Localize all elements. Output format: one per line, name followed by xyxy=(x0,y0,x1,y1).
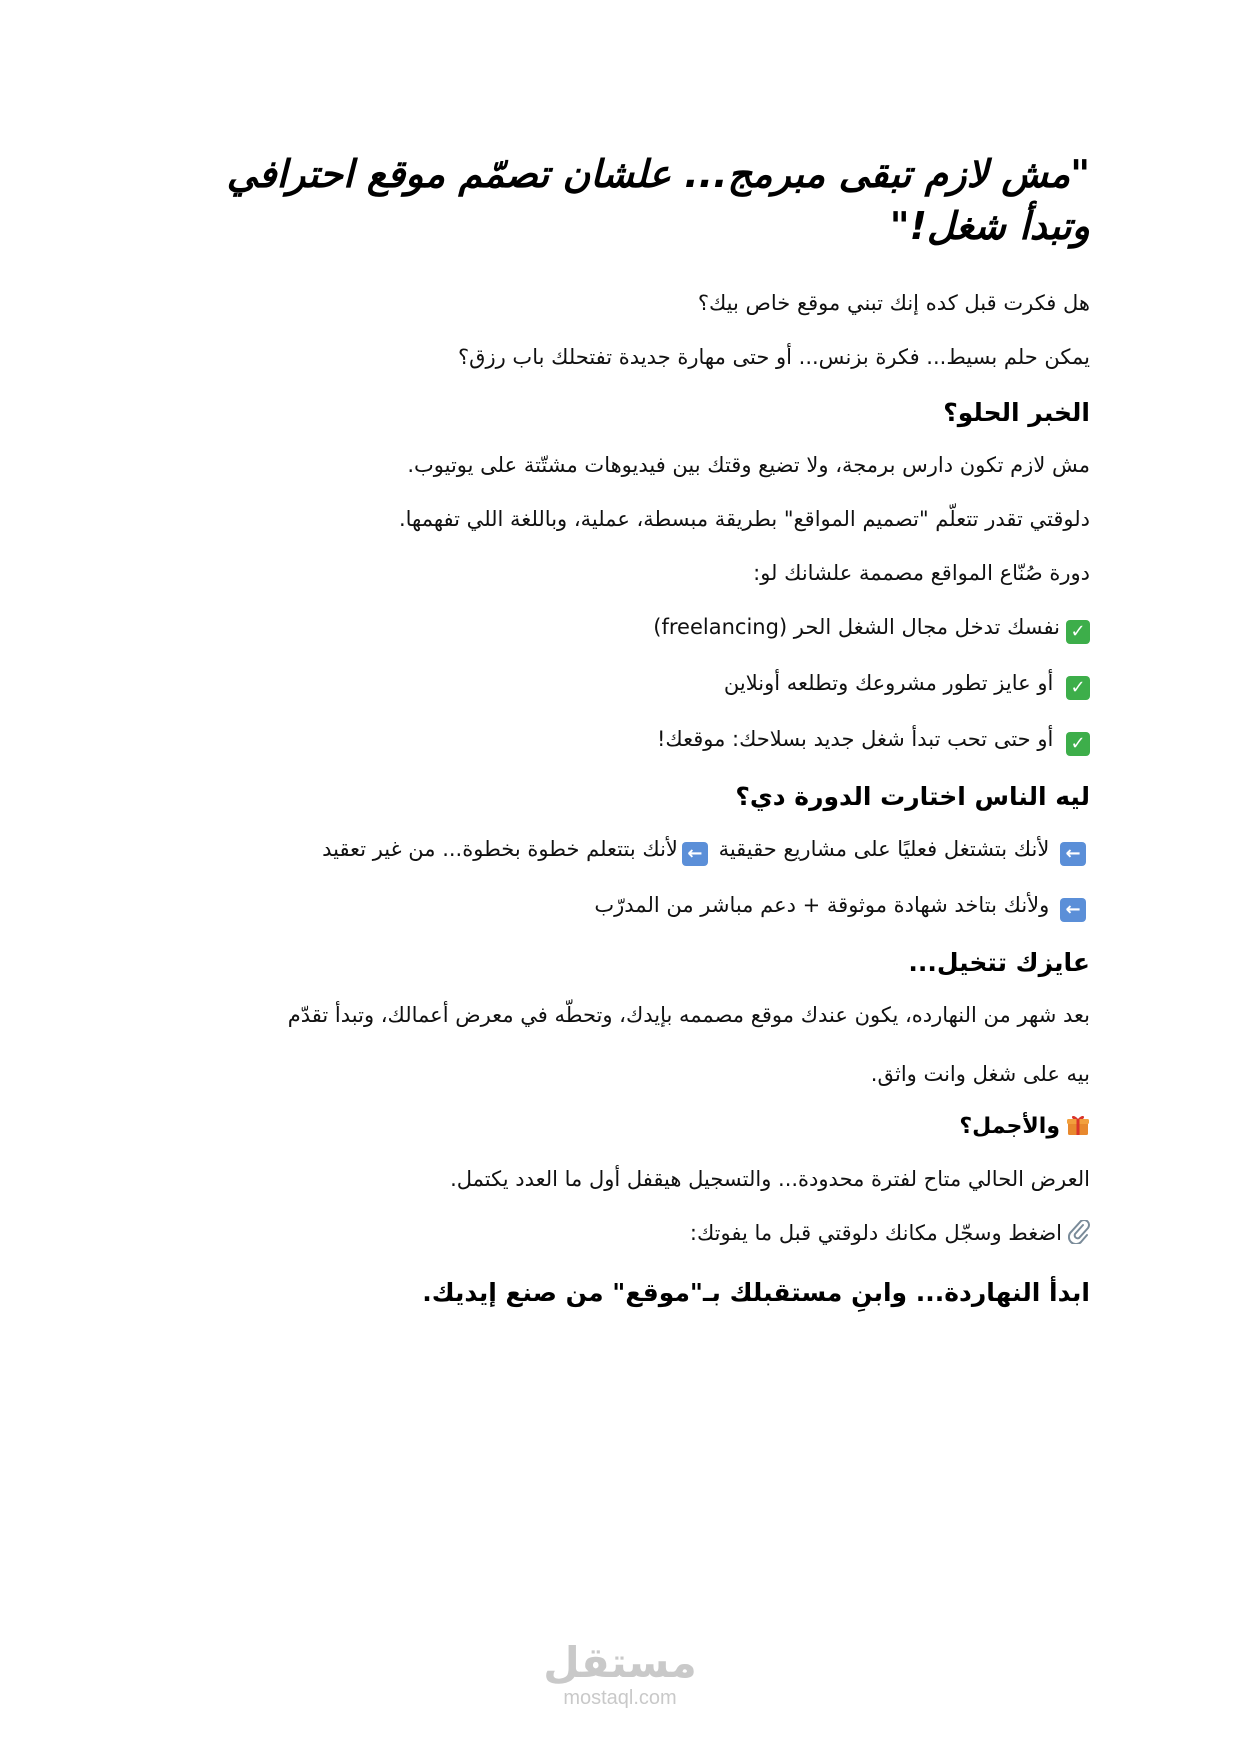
watermark-url: mostaql.com xyxy=(563,1687,677,1709)
imagine-paragraph-2: بيه على شغل وانت واثق. xyxy=(870,1062,1090,1086)
best-paragraph-1: العرض الحالي متاح لفترة محدودة... والتسجيل هيقفل أول ما العدد يكتمل. xyxy=(450,1167,1090,1191)
check-mark-button-icon: ✓ xyxy=(1066,620,1090,644)
document-body xyxy=(150,148,1090,1335)
good-news-paragraph-1: مش لازم تكون دارس برمجة، ولا تضيع وقتك بين فيديوهات مشتّتة على يوتيوب. xyxy=(407,453,1090,477)
checklist-item-text: أو عايز تطور مشروعك وتطلعه أونلاين xyxy=(723,671,1054,695)
left-arrow-icon: ← xyxy=(682,842,708,866)
why-item-2 xyxy=(150,890,1090,922)
heading-why: ليه الناس اختارت الدورة دي؟ xyxy=(735,782,1090,811)
checklist-item xyxy=(150,668,1090,700)
check-mark-button-icon: ✓ xyxy=(1066,732,1090,756)
left-arrow-icon: ← xyxy=(1060,898,1086,922)
intro-paragraph-1: هل فكرت قبل كده إنك تبني موقع خاص بيك؟ xyxy=(697,291,1090,315)
good-news-paragraph-2: دلوقتي تقدر تتعلّم "تصميم المواقع" بطريقة مبسطة، عملية، وباللغة اللي تفهمها. xyxy=(398,507,1090,531)
why-item-1 xyxy=(150,834,1090,866)
why-item-1a-text: لأنك بتشتغل فعليًا على مشاريع حقيقية xyxy=(718,837,1050,861)
checklist-item xyxy=(150,612,1090,644)
document-title: "مش لازم تبقى مبرمج... علشان تصمّم موقع احترافي وتبدأ شغل!" xyxy=(226,152,1090,248)
checklist-item xyxy=(150,724,1090,756)
heading-best xyxy=(150,1110,1090,1148)
mostaql-watermark xyxy=(540,1640,700,1710)
heading-good-news: الخبر الحلو؟ xyxy=(943,398,1090,427)
checklist-item-text: نفسك تدخل مجال الشغل الحر (freelancing) xyxy=(653,615,1060,639)
why-item-1b-text: لأنك بتتعلم خطوة بخطوة... من غير تعقيد xyxy=(322,837,678,861)
best-paragraph-2 xyxy=(150,1218,1090,1252)
best-paragraph-2-text: اضغط وسجّل مكانك دلوقتي قبل ما يفوتك: xyxy=(689,1221,1062,1245)
good-news-paragraph-3: دورة صُنّاع المواقع مصممة علشانك لو: xyxy=(753,561,1090,585)
paperclip-icon xyxy=(1068,1220,1090,1252)
intro-paragraph-2: يمكن حلم بسيط... فكرة بزنس... أو حتى مهارة جديدة تفتحلك باب رزق؟ xyxy=(458,345,1090,369)
imagine-paragraph-1: بعد شهر من النهارده، يكون عندك موقع مصممه بإيدك، وتحطّه في معرض أعمالك، وتبدأ تقدّم xyxy=(287,1003,1090,1027)
closing-line: ابدأ النهاردة... وابنِ مستقبلك بـ"موقع" من صنع إيديك. xyxy=(422,1278,1090,1307)
check-mark-button-icon: ✓ xyxy=(1066,676,1090,700)
checklist-item-text: أو حتى تحب تبدأ شغل جديد بسلاحك: موقعك! xyxy=(656,727,1054,751)
why-item-2-text: ولأنك بتاخد شهادة موثوقة + دعم مباشر من المدرّب xyxy=(594,893,1050,917)
heading-best-text: والأجمل؟ xyxy=(959,1114,1060,1139)
gift-icon xyxy=(1066,1113,1090,1148)
watermark-logo: مستقل xyxy=(543,1638,697,1687)
heading-imagine: عايزك تتخيل... xyxy=(908,948,1090,977)
left-arrow-icon: ← xyxy=(1060,842,1086,866)
